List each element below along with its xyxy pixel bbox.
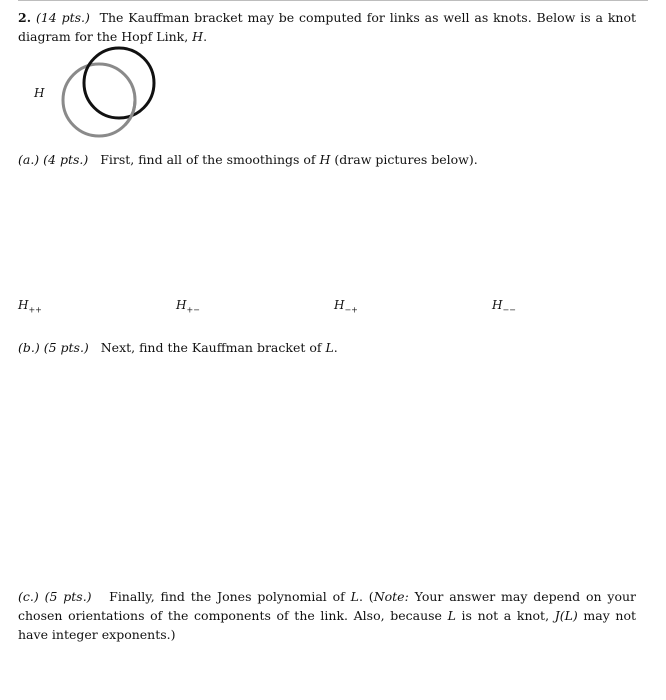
part-c-text: Finally, find the Jones polynomial of (109, 589, 351, 604)
hopf-ring-black (84, 48, 154, 118)
part-c-text-d: is not a knot, (455, 608, 555, 623)
part-a-text: First, find all of the smoothings of (100, 152, 320, 167)
part-a (18, 150, 636, 169)
part-c-text-c: Your answer may depend on your chosen orientations of the components of the link. Also, because (18, 589, 637, 623)
problem-number: 2. (18, 10, 32, 25)
part-c-text-b: . ( (358, 589, 374, 604)
part-c-var: L (350, 589, 359, 604)
part-c-var3: J(L) (554, 608, 578, 623)
hopf-ring-gray-overpass (125, 100, 135, 125)
smoothing-label-pp (18, 298, 42, 314)
part-c-label: (c.) (18, 589, 39, 604)
hopf-link-label: H (34, 86, 45, 100)
smoothing-label-mm (492, 298, 516, 314)
hopf-link-diagram (55, 45, 165, 145)
smoothing-subscript: +− (186, 305, 200, 315)
smoothing-subscript: ++ (28, 305, 42, 315)
part-c-text-e: may not have integer exponents.) (18, 608, 637, 642)
smoothing-subscript: −+ (344, 305, 358, 315)
part-a-label: (a.) (18, 152, 40, 167)
part-a-text-end: (draw pictures below). (330, 152, 478, 167)
part-c-note-label: Note: (373, 589, 409, 604)
part-b-text-end: . (333, 340, 338, 355)
part-c-var2: L (447, 608, 456, 623)
problem-statement (18, 8, 636, 46)
part-b (18, 338, 636, 357)
problem-intro-end: . (203, 29, 208, 44)
smoothing-base: H (492, 298, 503, 312)
smoothing-label-mp (334, 298, 358, 314)
part-b-text: Next, find the Kauffman bracket of (100, 340, 326, 355)
smoothing-base: H (18, 298, 29, 312)
part-c-points: (5 pts.) (44, 589, 92, 604)
part-a-var: H (319, 152, 331, 167)
problem-intro-var: H (192, 29, 204, 44)
smoothing-subscript: −− (502, 305, 516, 315)
smoothing-label-pm (176, 298, 200, 314)
part-b-label: (b.) (18, 340, 40, 355)
part-b-var: L (325, 340, 334, 355)
smoothing-base: H (176, 298, 187, 312)
hopf-ring-gray (63, 64, 135, 136)
part-a-points: (4 pts.) (43, 152, 89, 167)
problem-points: (14 pts.) (35, 10, 90, 25)
part-c (18, 587, 636, 644)
smoothing-base: H (334, 298, 345, 312)
problem-intro-text: The Kauffman bracket may be computed for links as well as knots. Below is a knot diagram for the Hopf Link, (18, 10, 636, 44)
top-rule (18, 0, 648, 1)
part-b-points: (5 pts.) (43, 340, 89, 355)
